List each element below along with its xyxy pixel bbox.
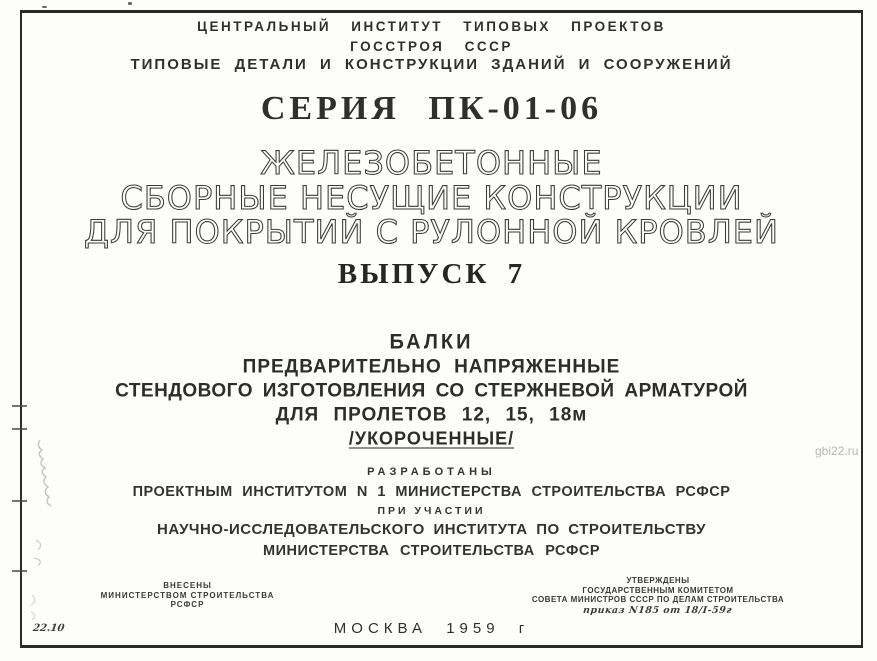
approved-line-3: СОВЕТА МИНИСТРОВ СССР ПО ДЕЛАМ СТРОИТЕЛЬСТВА — [531, 595, 785, 604]
developed-line-2: ПРИ УЧАСТИИ — [377, 505, 486, 517]
developed-line-4: МИНИСТЕРСТВА СТРОИТЕЛЬСТВА РСФСР — [263, 543, 600, 559]
subject-line-5: /УКОРОЧЕННЫЕ/ — [348, 427, 515, 449]
developed-line-1: ПРОЕКТНЫМ ИНСТИТУТОМ N 1 МИНИСТЕРСТВА СТРОИТЕЛЬСТВА РСФСР — [132, 484, 731, 500]
developed-by-block — [10, 465, 853, 561]
footer-city-year: МОСКВА 1959 г — [333, 620, 530, 637]
approved-line-2: ГОСУДАРСТВЕННЫМ КОМИТЕТОМ — [582, 585, 734, 595]
approved-stamp — [493, 576, 823, 615]
scan-speck — [42, 6, 47, 8]
submitted-line-2: МИНИСТЕРСТВОМ СТРОИТЕЛЬСТВА — [100, 590, 275, 600]
subject-line-1: БАЛКИ — [389, 331, 474, 354]
submitted-line-3: РСФСР — [170, 600, 205, 609]
developed-heading: РАЗРАБОТАНЫ — [367, 466, 496, 478]
margin-scribble — [24, 430, 54, 630]
approved-line-1: УТВЕРЖДЕНЫ — [626, 576, 690, 585]
subject-line-4: ДЛЯ ПРОЛЕТОВ 12, 15, 18м — [275, 403, 588, 426]
scan-speck — [128, 2, 132, 5]
publisher-line-3: ТИПОВЫЕ ДЕТАЛИ И КОНСТРУКЦИИ ЗДАНИЙ И СООРУЖЕНИЙ — [130, 56, 733, 73]
subject-block — [10, 331, 853, 451]
main-title-line-3: ДЛЯ ПОКРЫТИЙ С РУЛОННОЙ КРОВЛЕЙ — [84, 213, 779, 251]
publisher-line-1: ЦЕНТРАЛЬНЫЙ ИНСТИТУТ ТИПОВЫХ ПРОЕКТОВ — [197, 19, 666, 34]
series-label: СЕРИЯ ПК-01-06 — [260, 90, 603, 127]
submitted-stamp — [75, 581, 300, 610]
issue-label: ВЫПУСК 7 — [337, 258, 526, 290]
margin-note: 22.10 — [32, 623, 66, 634]
subject-line-2: ПРЕДВАРИТЕЛЬНО НАПРЯЖЕННЫЕ — [242, 355, 621, 378]
watermark: gbi22.ru — [815, 444, 859, 458]
main-title-line-1: ЖЕЛЕЗОБЕТОННЫЕ — [260, 144, 603, 182]
main-title-line-2: СБОРНЫЕ НЕСУЩИЕ КОНСТРУКЦИИ — [120, 178, 743, 217]
submitted-line-1: ВНЕСЕНЫ — [163, 581, 212, 590]
publisher-line-2: ГОССТРОЯ СССР — [350, 39, 513, 54]
subject-line-3: СТЕНДОВОГО ИЗГОТОВЛЕНИЯ СО СТЕРЖНЕВОЙ АРМАТУРОЙ — [115, 379, 748, 402]
approved-order-note: приказ N185 от 18/I-59г — [582, 604, 734, 616]
developed-line-3: НАУЧНО-ИССЛЕДОВАТЕЛЬСКОГО ИНСТИТУТА ПО СТРОИТЕЛЬСТВУ — [156, 521, 707, 538]
main-title — [10, 146, 853, 250]
margin-tick — [12, 405, 27, 407]
